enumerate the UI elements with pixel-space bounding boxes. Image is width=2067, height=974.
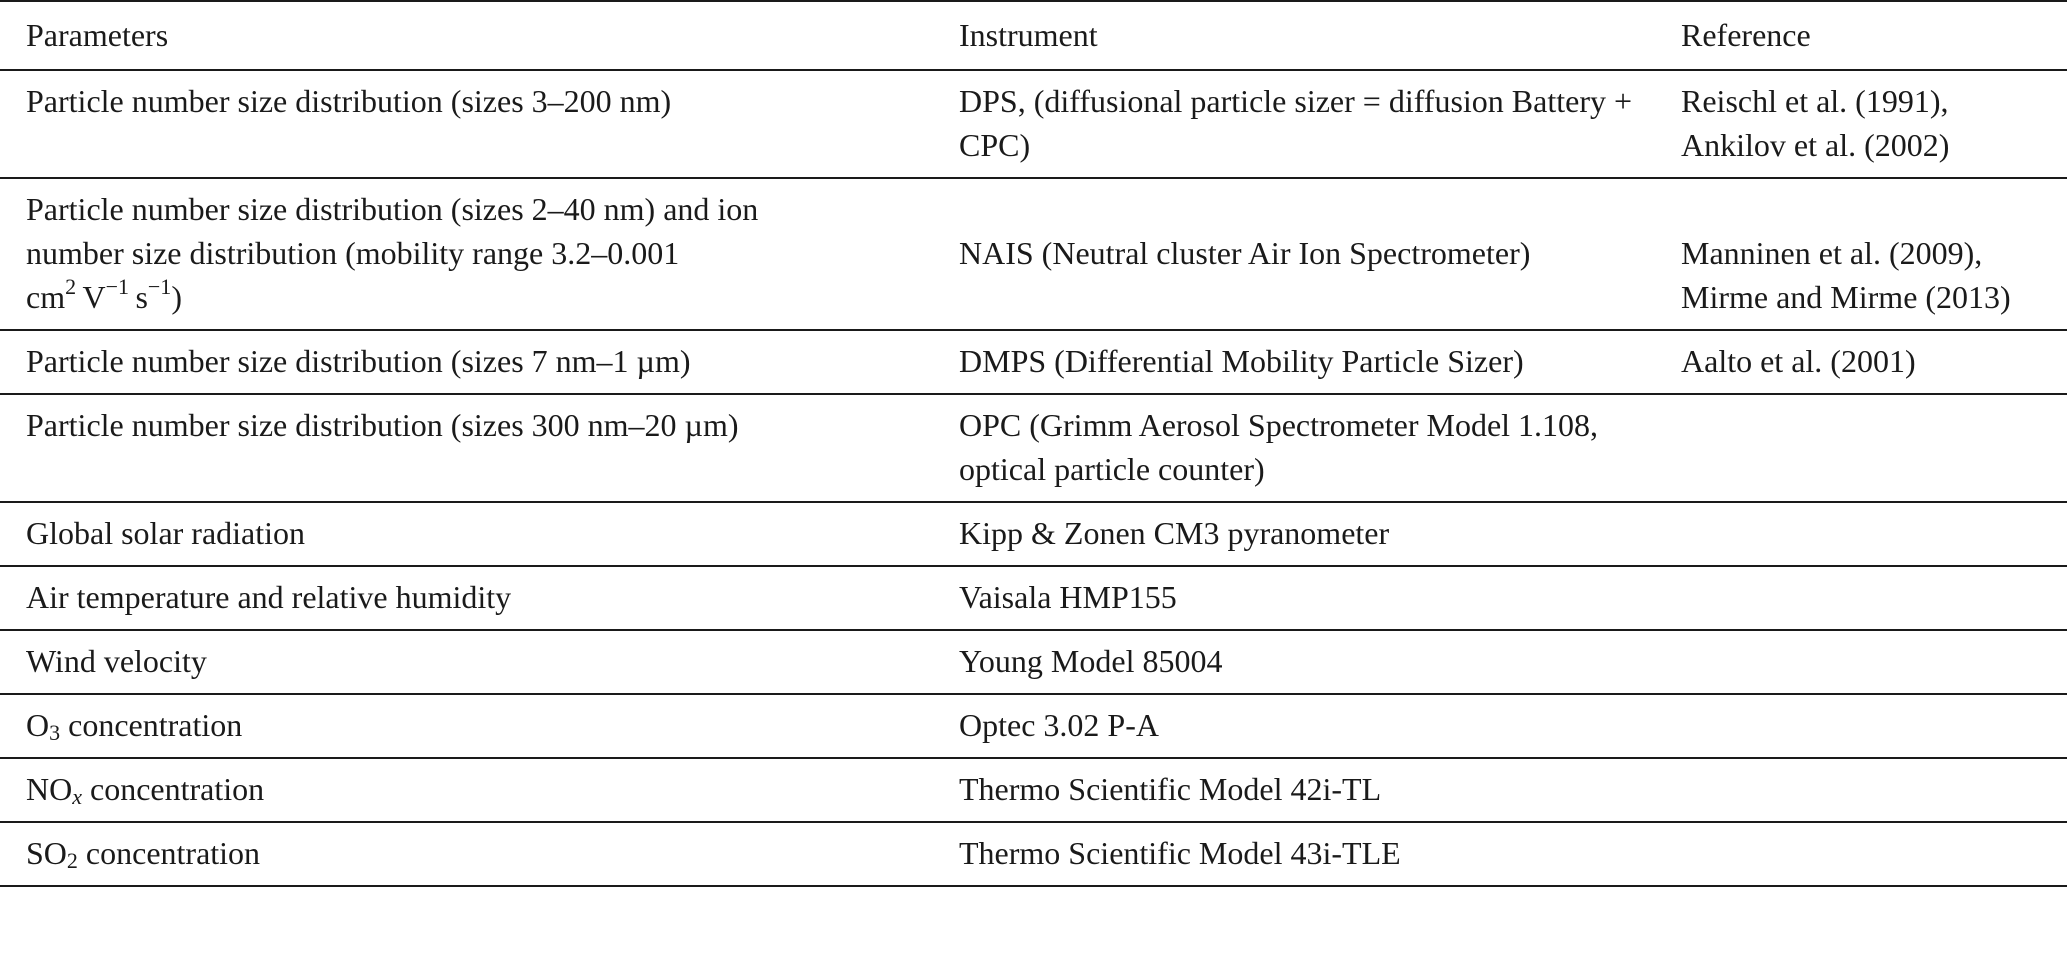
instrument-cell: DMPS (Differential Mobility Particle Sizer) [959, 330, 1681, 394]
reference-cell [1681, 758, 2067, 822]
reference-line: Reischl et al. (1991), [1681, 83, 1949, 119]
unit-v: V [82, 279, 106, 315]
reference-line: Ankilov et al. (2002) [1681, 127, 1950, 163]
parameter-cell: Wind velocity [0, 630, 959, 694]
reference-line: Mirme and Mirme (2013) [1681, 279, 2011, 315]
table-row [0, 394, 2067, 502]
table-row [0, 758, 2067, 822]
parameter-cell: Air temperature and relative humidity [0, 566, 959, 630]
reference-cell [1681, 694, 2067, 758]
parameter-cell: Particle number size distribution (sizes 300 nm–20 µm) [0, 394, 959, 502]
reference-cell [1681, 630, 2067, 694]
reference-cell [1681, 70, 2067, 178]
instrument-cell: Thermo Scientific Model 43i-TLE [959, 822, 1681, 886]
reference-line: Manninen et al. (2009), [1681, 235, 1983, 271]
table-row [0, 178, 2067, 330]
unit-cm-exponent: 2 [65, 274, 77, 299]
chem-base: SO [26, 835, 67, 871]
header-reference: Reference [1681, 1, 2067, 70]
parameter-cell: Global solar radiation [0, 502, 959, 566]
chem-rest: concentration [85, 835, 261, 871]
instrument-cell: DPS, (diffusional particle sizer = diffusion Battery + CPC) [959, 70, 1681, 178]
header-parameters: Parameters [0, 1, 959, 70]
instrument-cell: OPC (Grimm Aerosol Spectrometer Model 1.108, optical particle counter) [959, 394, 1681, 502]
table-row [0, 330, 2067, 394]
reference-cell [1681, 394, 2067, 502]
instrument-cell: NAIS (Neutral cluster Air Ion Spectrometer) [959, 178, 1681, 330]
reference-cell [1681, 566, 2067, 630]
parameter-line: Particle number size distribution (sizes 2–40 nm) and ion [26, 191, 759, 227]
reference-line: Aalto et al. (2001) [1681, 343, 1916, 379]
chem-subscript: 2 [66, 848, 78, 873]
parameter-cell: Particle number size distribution (sizes 7 nm–1 µm) [0, 330, 959, 394]
reference-cell [1681, 502, 2067, 566]
chem-base: NO [26, 771, 73, 807]
chem-rest: concentration [89, 771, 265, 807]
parameter-unit-line [26, 275, 959, 319]
unit-s-exponent: −1 [147, 274, 172, 299]
instrument-cell: Thermo Scientific Model 42i-TL [959, 758, 1681, 822]
table-row [0, 630, 2067, 694]
chem-rest: concentration [68, 707, 243, 743]
unit-v-exponent: −1 [105, 274, 130, 299]
table-row [0, 566, 2067, 630]
instrument-cell: Optec 3.02 P-A [959, 694, 1681, 758]
table-row [0, 694, 2067, 758]
header-instrument: Instrument [959, 1, 1681, 70]
table-row [0, 822, 2067, 886]
reference-cell [1681, 330, 2067, 394]
chem-base: O [26, 707, 50, 743]
reference-cell [1681, 822, 2067, 886]
parameter-cell [0, 758, 959, 822]
instrument-cell: Young Model 85004 [959, 630, 1681, 694]
table-row [0, 502, 2067, 566]
parameter-cell [0, 822, 959, 886]
instrument-cell: Kipp & Zonen CM3 pyranometer [959, 502, 1681, 566]
reference-cell [1681, 178, 2067, 330]
parameter-line: number size distribution (mobility range 3.2–0.001 [26, 235, 680, 271]
table-header-row [0, 1, 2067, 70]
unit-cm: cm [26, 279, 66, 315]
unit-close: ) [171, 279, 182, 315]
parameter-cell: Particle number size distribution (sizes 3–200 nm) [0, 70, 959, 178]
parameter-cell [0, 694, 959, 758]
table-row [0, 70, 2067, 178]
instrument-cell: Vaisala HMP155 [959, 566, 1681, 630]
unit-s: s [135, 279, 148, 315]
parameter-cell [0, 178, 959, 330]
chem-subscript: x [72, 784, 82, 809]
chem-subscript: 3 [49, 720, 61, 745]
